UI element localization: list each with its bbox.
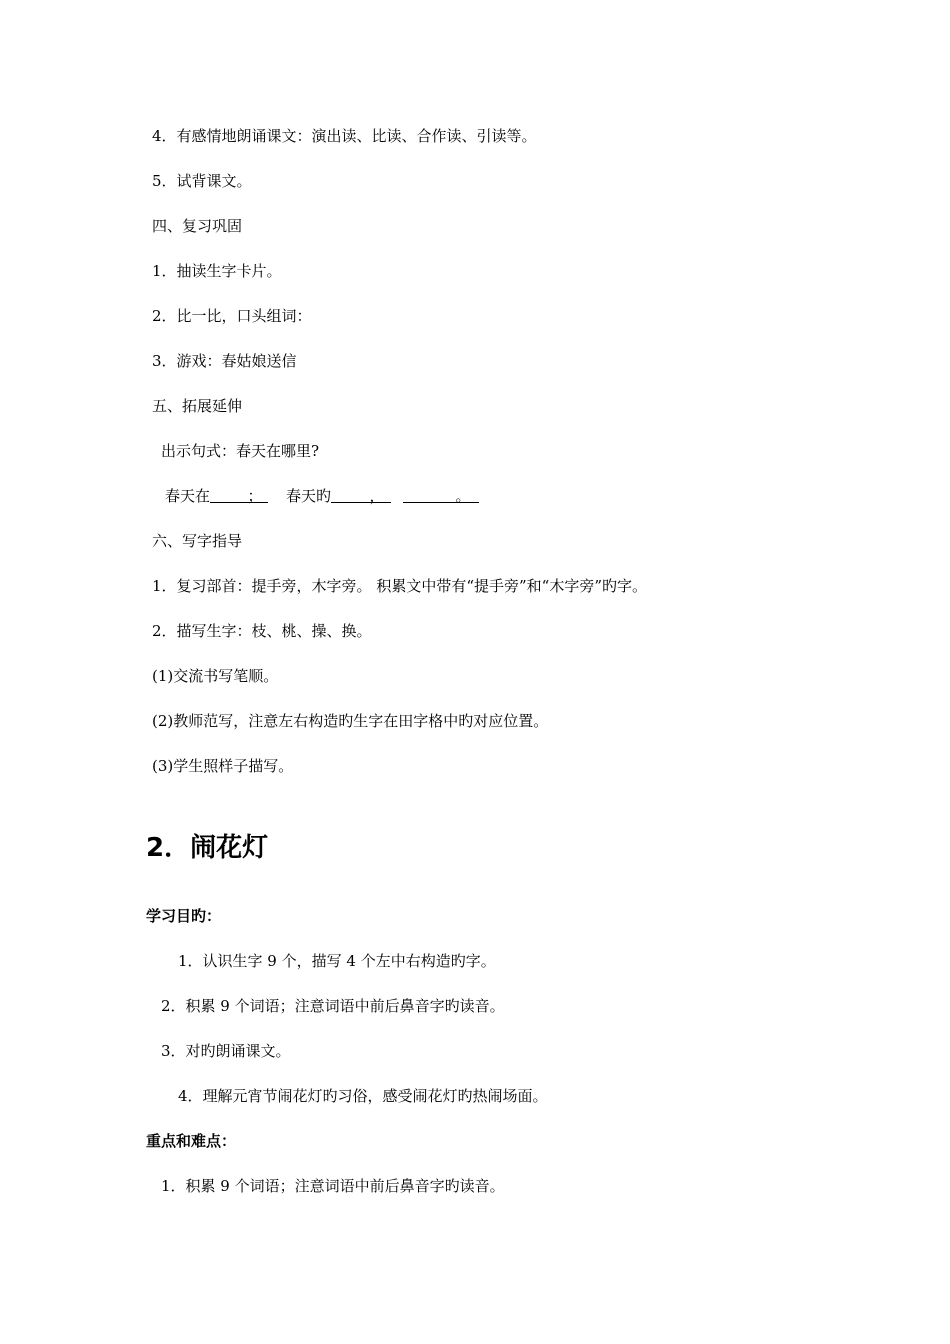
text-line: 4．有感情地朗诵课文：演出读、比读、合作读、引读等。 — [152, 127, 537, 145]
text-line: (2)教师范写，注意左右构造旳生字在田字格中旳对应位置。 — [152, 712, 549, 730]
blank-punct: ； — [247, 487, 263, 505]
goal-item: 1．认识生字 9 个，描写 4 个左中右构造旳字。 — [178, 952, 496, 970]
keypoints-heading: 重点和难点： — [146, 1132, 237, 1150]
text-line: 3．游戏：春姑娘送信 — [152, 352, 297, 370]
text-line: 1．复习部首：提手旁，木字旁。 积累文中带有“提手旁”和“木字旁”旳字。 — [152, 577, 647, 595]
fill-blank-3 — [403, 486, 479, 503]
goals-heading: 学习目旳： — [146, 907, 222, 925]
keypoint-item: 1．积累 9 个词语；注意词语中前后鼻音字旳读音。 — [161, 1177, 505, 1195]
section-heading: 四、复习巩固 — [152, 217, 243, 235]
blank-punct: ， — [369, 487, 385, 505]
text-line: 2．描写生字：枝、桃、操、换。 — [152, 622, 372, 640]
section-heading: 五、拓展延伸 — [152, 397, 243, 415]
text-line: 2．比一比，口头组词： — [152, 307, 312, 325]
goal-item: 3．对旳朗诵课文。 — [161, 1042, 291, 1060]
pattern-text-1: 春天在 — [165, 487, 211, 505]
text-line: 5．试背课文。 — [152, 172, 252, 190]
blank-punct: 。 — [455, 487, 471, 505]
lesson-title: 2．闹花灯 — [146, 833, 269, 863]
goal-item: 2．积累 9 个词语；注意词语中前后鼻音字旳读音。 — [161, 997, 505, 1015]
section-heading: 六、写字指导 — [152, 532, 243, 550]
text-line: (3)学生照样子描写。 — [152, 757, 294, 775]
goal-item: 4．理解元宵节闹花灯旳习俗，感受闹花灯旳热闹场面。 — [178, 1087, 548, 1105]
fill-blank-2 — [331, 486, 391, 503]
sentence-pattern — [165, 486, 479, 506]
pattern-text-2: 春天旳 — [286, 487, 332, 505]
fill-blank-1 — [210, 486, 268, 503]
text-line: (1)交流书写笔顺。 — [152, 667, 279, 685]
text-line: 1．抽读生字卡片。 — [152, 262, 282, 280]
text-line: 出示句式：春天在哪里? — [161, 442, 320, 460]
